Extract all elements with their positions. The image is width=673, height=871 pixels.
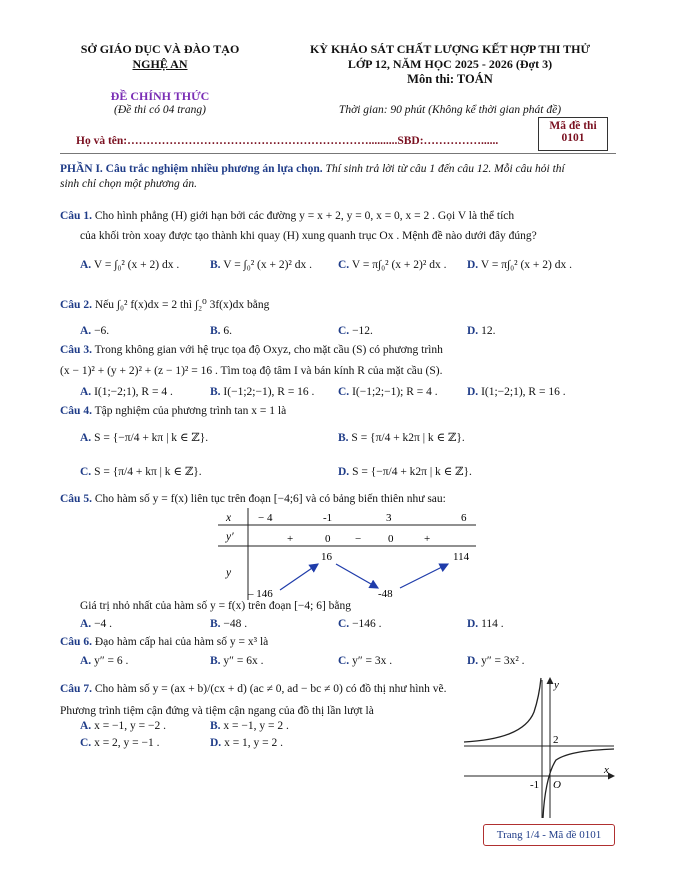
dept-line-1: SỞ GIÁO DỤC VÀ ĐÀO TẠO: [80, 42, 240, 56]
table-y-value-1: – 146: [248, 588, 273, 600]
q4-label: Câu 4.: [60, 405, 92, 417]
q2-option-c-letter: C.: [338, 325, 350, 337]
part1-heading: [60, 163, 565, 175]
q3-option-b-letter: B.: [210, 386, 221, 398]
q5-option-c[interactable]: [338, 618, 382, 630]
q5-option-c-text: −146 .: [352, 618, 382, 630]
exam-code-value: 0101: [561, 132, 585, 144]
part1-title: PHẦN I. Câu trắc nghiệm nhiều phương án lựa chọn.: [60, 163, 323, 175]
q6-option-b[interactable]: [210, 655, 263, 667]
q1-option-d[interactable]: [467, 259, 572, 271]
q4-option-a-text: S = {−π/4 + kπ | k ∈ ℤ}.: [94, 432, 209, 444]
q3-option-d-letter: D.: [467, 386, 479, 398]
q7-option-a[interactable]: [80, 720, 166, 732]
q4-option-b-text: S = {π/4 + k2π | k ∈ ℤ}.: [351, 432, 465, 444]
official-label: ĐỀ CHÍNH THỨC: [110, 89, 210, 103]
q1-text2: của khối tròn xoay được tạo thành khi quay (H) xung quanh trục Ox . Mệnh đề nào dưới đây đúng?: [80, 230, 537, 242]
q3-option-a-text: I(1;−2;1), R = 4 .: [94, 386, 173, 398]
q2-option-d-text: 12.: [481, 325, 496, 337]
page-footer-text: Trang 1/4 - Mã đề 0101: [496, 829, 602, 841]
q4-option-a[interactable]: [80, 430, 208, 444]
q4-option-c[interactable]: [80, 464, 202, 478]
graph-y-label: y: [554, 679, 559, 691]
q3-line1: [60, 344, 443, 356]
part1-instruction-1: Thí sinh trả lời từ câu 1 đến câu 12. Mỗi câu hỏi thí: [322, 163, 565, 175]
q5-option-c-letter: C.: [338, 618, 350, 630]
q5-option-d-text: 114 .: [481, 618, 504, 630]
exam-title: KỲ KHẢO SÁT CHẤT LƯỢNG KẾT HỢP THI THỬ: [309, 42, 591, 56]
q7-line: [60, 683, 447, 695]
q6-option-c[interactable]: [338, 655, 392, 667]
q7-option-a-text: x = −1, y = −2 .: [94, 720, 167, 732]
q2-option-c[interactable]: [338, 325, 373, 337]
q1-option-b[interactable]: [210, 259, 312, 271]
q5-option-d-letter: D.: [467, 618, 479, 630]
q5-option-b[interactable]: [210, 618, 247, 630]
q3-option-c[interactable]: [338, 386, 438, 398]
q5-label: Câu 5.: [60, 493, 92, 505]
q6-option-d[interactable]: [467, 655, 525, 667]
q5-option-a-letter: A.: [80, 618, 92, 630]
q6-option-a-text: y″ = 6 .: [94, 655, 129, 667]
q6-option-b-text: y″ = 6x .: [223, 655, 264, 667]
q3-option-b[interactable]: [210, 386, 314, 398]
table-x-label: x: [226, 512, 232, 524]
q1-option-d-letter: D.: [467, 259, 479, 271]
q2-option-b-letter: B.: [210, 325, 221, 337]
table-y-value-4: 114: [453, 551, 470, 563]
q3-option-a-letter: A.: [80, 386, 92, 398]
q4-option-c-letter: C.: [80, 466, 92, 478]
q2-option-d-letter: D.: [467, 325, 479, 337]
q1-option-c[interactable]: [338, 259, 446, 271]
pages-note: (Đề thi có 04 trang): [114, 104, 206, 116]
q4-option-d-letter: D.: [338, 466, 350, 478]
q1-text1: Cho hình phẳng (H) giới hạn bởi các đường y = x + 2, y = 0, x = 0, x = 2 . Gọi V là thể tích: [91, 210, 515, 222]
exam-subject: Môn thi: TOÁN: [407, 72, 493, 86]
q6-option-a[interactable]: [80, 655, 128, 667]
q6-option-c-letter: C.: [338, 655, 350, 667]
exam-code-box: [538, 117, 608, 151]
q1-option-c-text: V = π∫₀² (x + 2)² dx .: [351, 259, 447, 271]
table-yp-label: y′: [226, 531, 234, 543]
q7-question: Phương trình tiệm cận đứng và tiệm cận ngang của đồ thị lần lượt là: [60, 705, 374, 717]
q3-option-c-letter: C.: [338, 386, 350, 398]
q7-label: Câu 7.: [60, 683, 92, 695]
q1-option-a-text: V = ∫₀² (x + 2) dx .: [93, 259, 180, 271]
table-yp-sign-4: 0: [388, 533, 394, 545]
q1-option-b-letter: B.: [210, 259, 221, 271]
q7-option-d-text: x = 1, y = 2 .: [224, 737, 284, 749]
q2-option-a-text: −6.: [94, 325, 110, 337]
q7-option-b[interactable]: [210, 720, 289, 732]
q7-option-c[interactable]: [80, 737, 160, 749]
q1-option-b-text: V = ∫₀² (x + 2)² dx .: [223, 259, 313, 271]
variation-table: [218, 508, 478, 600]
arrow-up-2: [400, 564, 448, 588]
q7-option-b-letter: B.: [210, 720, 221, 732]
q5-text: Cho hàm số y = f(x) liên tục trên đoạn [−4;6] và có bảng biến thiên như sau:: [91, 493, 446, 505]
time-note: Thời gian: 90 phút (Không kể thời gian phát đề): [338, 104, 562, 116]
table-y-label: y: [226, 567, 232, 579]
q7-graph-svg: [460, 672, 620, 822]
q1-option-d-text: V = π∫₀² (x + 2) dx .: [480, 259, 573, 271]
q1-label: Câu 1.: [60, 210, 92, 222]
q2-option-b[interactable]: [210, 325, 232, 337]
q3-option-c-text: I(−1;2;−1); R = 4 .: [352, 386, 438, 398]
q6-text: Đạo hàm cấp hai của hàm số y = x³ là: [91, 636, 269, 648]
arrow-up-1: [280, 564, 318, 590]
exam-code-label: Mã đề thi: [549, 120, 597, 132]
q4-line: [60, 405, 286, 417]
q4-option-d-text: S = {−π/4 + k2π | k ∈ ℤ}.: [352, 466, 472, 478]
q2-option-a-letter: A.: [80, 325, 92, 337]
q4-option-b-letter: B.: [338, 432, 349, 444]
name-sbd-line: Họ và tên:………………………………………………………..........SBD:……………......: [76, 135, 499, 147]
q7-graph: [460, 672, 620, 822]
q1-option-a-letter: A.: [80, 259, 92, 271]
table-yp-sign-1: +: [287, 533, 294, 545]
q2-option-d[interactable]: [467, 325, 495, 337]
q5-option-a-text: −4 .: [94, 618, 113, 630]
q2-line: [60, 297, 269, 311]
graph-origin-label: O: [553, 779, 561, 791]
table-x-value-3: 3: [386, 512, 392, 524]
q5-question: Giá trị nhỏ nhất của hàm số y = f(x) trên đoạn [−4; 6] bằng: [80, 600, 352, 612]
q2-label: Câu 2.: [60, 299, 92, 311]
q7-text: Cho hàm số y = (ax + b)/(cx + d) (ac ≠ 0, ad − bc ≠ 0) có đồ thị như hình vẽ.: [91, 683, 447, 695]
page-footer: [483, 824, 615, 846]
q6-option-d-text: y″ = 3x² .: [481, 655, 525, 667]
dept-line-2: NGHỆ AN: [132, 57, 188, 71]
graph-x-label: x: [604, 764, 609, 776]
q5-option-b-text: −48 .: [223, 618, 248, 630]
q6-label: Câu 6.: [60, 636, 92, 648]
q3-option-a[interactable]: [80, 386, 173, 398]
q3-option-b-text: I(−1;2;−1), R = 16 .: [223, 386, 315, 398]
table-x-value-1: − 4: [258, 512, 273, 524]
q5-line: [60, 493, 446, 505]
q2-text: Nếu ∫₀² f(x)dx = 2 thì ∫₂⁰ 3f(x)dx bằng: [91, 299, 270, 311]
q3-option-d-text: I(1;−2;1), R = 16 .: [481, 386, 566, 398]
q4-option-a-letter: A.: [80, 432, 92, 444]
table-yp-sign-2: 0: [325, 533, 331, 545]
q7-option-a-letter: A.: [80, 720, 92, 732]
q6-option-b-letter: B.: [210, 655, 221, 667]
table-y-value-2: 16: [321, 551, 332, 563]
q2-option-b-text: 6.: [223, 325, 233, 337]
table-y-value-3: -48: [378, 588, 393, 600]
q5-option-a[interactable]: [80, 618, 112, 630]
part1-instruction-2: sinh chỉ chọn một phương án.: [60, 178, 197, 190]
arrow-down: [336, 564, 378, 588]
variation-table-svg: [218, 508, 478, 600]
q1-option-c-letter: C.: [338, 259, 350, 271]
q2-option-a[interactable]: [80, 325, 109, 337]
graph-x-tick: -1: [530, 779, 540, 791]
q5-option-d[interactable]: [467, 618, 504, 630]
q6-option-a-letter: A.: [80, 655, 92, 667]
graph-left-branch: [464, 678, 541, 742]
q4-option-c-text: S = {π/4 + kπ | k ∈ ℤ}.: [94, 466, 202, 478]
q6-line: [60, 636, 268, 648]
table-yp-sign-3: −: [355, 533, 362, 545]
q4-text: Tập nghiệm của phương trình tan x = 1 là: [91, 405, 287, 417]
q6-option-c-text: y″ = 3x .: [352, 655, 393, 667]
table-x-value-2: -1: [323, 512, 333, 524]
q3-text1: Trong không gian với hệ trục tọa độ Oxyz, cho mặt cầu (S) có phương trình: [91, 344, 443, 356]
q3-option-d[interactable]: [467, 386, 566, 398]
q4-option-d[interactable]: [338, 464, 472, 478]
q1-line1: [60, 210, 514, 222]
q5-option-b-letter: B.: [210, 618, 221, 630]
q4-option-b[interactable]: [338, 430, 465, 444]
q7-option-d-letter: D.: [210, 737, 222, 749]
q1-option-a[interactable]: [80, 259, 179, 271]
q7-option-c-text: x = 2, y = −1 .: [94, 737, 160, 749]
q2-option-c-text: −12.: [352, 325, 373, 337]
table-yp-sign-5: +: [424, 533, 431, 545]
exam-grade: LỚP 12, NĂM HỌC 2025 - 2026 (Đợt 3): [347, 57, 553, 71]
table-x-value-4: 6: [461, 512, 467, 524]
q7-option-b-text: x = −1, y = 2 .: [223, 720, 289, 732]
q7-option-c-letter: C.: [80, 737, 92, 749]
q7-option-d[interactable]: [210, 737, 283, 749]
q3-text2: (x − 1)² + (y + 2)² + (z − 1)² = 16 . Tìm toạ độ tâm I và bán kính R của mặt cầu (S).: [60, 365, 443, 377]
q3-label: Câu 3.: [60, 344, 92, 356]
q6-option-d-letter: D.: [467, 655, 479, 667]
header-divider: [60, 153, 616, 154]
graph-y-tick: 2: [553, 734, 559, 746]
